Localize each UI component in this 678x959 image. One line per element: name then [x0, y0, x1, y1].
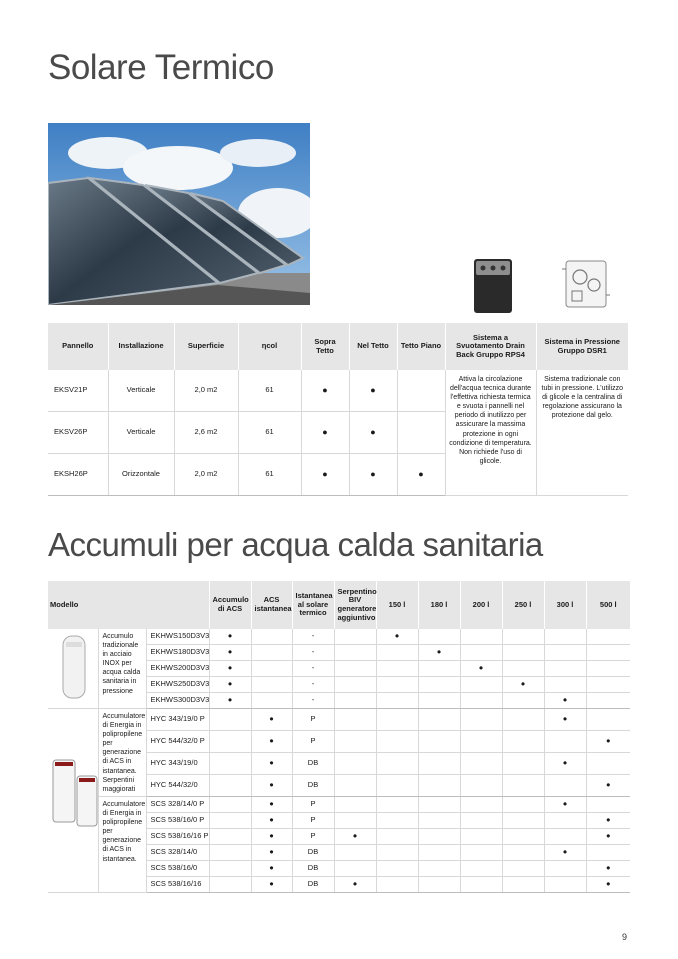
- cell-volume: [418, 813, 460, 829]
- col-eta: ηcol: [238, 323, 301, 370]
- inox-tank-image: [48, 629, 98, 709]
- cell-volume: [460, 797, 502, 813]
- cell-pannello: EKSV21P: [48, 370, 108, 412]
- cell-volume: [544, 813, 586, 829]
- cell-accumulo: ●: [209, 629, 251, 645]
- cell-serpentino: [334, 797, 376, 813]
- cell-volume: [376, 829, 418, 845]
- cell-acs: ●: [251, 845, 292, 861]
- cell-eta: 61: [238, 412, 301, 454]
- cell-istantanea: -: [292, 645, 334, 661]
- page-title-solar: Solare Termico: [48, 48, 274, 87]
- cell-volume: [418, 845, 460, 861]
- cell-istantanea: DB: [292, 861, 334, 877]
- col-150: 150 l: [376, 581, 418, 629]
- cell-volume: [544, 861, 586, 877]
- cell-installazione: Verticale: [108, 412, 174, 454]
- col-drainback: Sistema a Svuotamento Drain Back Gruppo RPS4: [445, 323, 536, 370]
- col-pannello: Pannello: [48, 323, 108, 370]
- cell-volume: [502, 629, 544, 645]
- cell-serpentino: [334, 661, 376, 677]
- cell-volume: [460, 677, 502, 693]
- cell-acs: ●: [251, 813, 292, 829]
- cell-volume: [502, 775, 544, 797]
- cell-volume: [376, 661, 418, 677]
- cell-pannello: EKSH26P: [48, 454, 108, 496]
- cell-volume: [460, 693, 502, 709]
- cell-accumulo: [209, 813, 251, 829]
- cell-serpentino: [334, 709, 376, 731]
- pressure-description: Sistema tradizionale con tubi in pressione. L'utilizzo di glicole e la centralina di regolazione assicurano la protezione dal gelo.: [536, 370, 628, 496]
- col-500: 500 l: [586, 581, 630, 629]
- solar-panels-table: [48, 323, 628, 496]
- cell-acs: ●: [251, 797, 292, 813]
- cell-volume: [544, 645, 586, 661]
- cell-volume: [376, 645, 418, 661]
- cell-istantanea: P: [292, 709, 334, 731]
- cell-acs: [251, 645, 292, 661]
- col-modello: Modello: [48, 581, 209, 629]
- cell-model-code: EKHWS250D3V3: [146, 677, 209, 693]
- cell-sopra: ●: [301, 454, 349, 496]
- cell-istantanea: P: [292, 731, 334, 753]
- cell-volume: [586, 645, 630, 661]
- cell-volume: [586, 629, 630, 645]
- cell-volume: [544, 661, 586, 677]
- col-nel-tetto: Nel Tetto: [349, 323, 397, 370]
- cell-volume: [376, 677, 418, 693]
- cell-volume: [586, 753, 630, 775]
- cell-volume: [418, 775, 460, 797]
- cell-acs: ●: [251, 829, 292, 845]
- cell-acs: ●: [251, 861, 292, 877]
- solar-table-header: [48, 323, 628, 370]
- cell-serpentino: [334, 629, 376, 645]
- tanks-table-header: [48, 581, 630, 629]
- cell-accumulo: [209, 861, 251, 877]
- cell-piano: [397, 370, 445, 412]
- cell-serpentino: [334, 677, 376, 693]
- cell-acs: ●: [251, 775, 292, 797]
- cell-serpentino: [334, 775, 376, 797]
- cell-volume: [460, 753, 502, 775]
- cell-acs: ●: [251, 709, 292, 731]
- cell-acs: [251, 629, 292, 645]
- cell-volume: [502, 645, 544, 661]
- cell-superficie: 2,6 m2: [174, 412, 238, 454]
- cell-model-code: EKHWS200D3V3: [146, 661, 209, 677]
- cell-istantanea: DB: [292, 753, 334, 775]
- cell-pannello: EKSV26P: [48, 412, 108, 454]
- col-sopra-tetto: Sopra Tetto: [301, 323, 349, 370]
- cell-istantanea: DB: [292, 775, 334, 797]
- col-accumulo: Accumulo di ACS: [209, 581, 251, 629]
- cell-sopra: ●: [301, 370, 349, 412]
- cell-volume: [544, 677, 586, 693]
- cell-accumulo: [209, 797, 251, 813]
- group-description: Accumulo tradizionale in acciaio INOX per acqua calda sanitaria in pressione: [98, 629, 146, 709]
- cell-volume: [460, 829, 502, 845]
- cell-volume: [418, 709, 460, 731]
- cell-accumulo: ●: [209, 677, 251, 693]
- cell-volume: [460, 813, 502, 829]
- cell-volume: [460, 775, 502, 797]
- cell-serpentino: [334, 861, 376, 877]
- cell-acs: ●: [251, 731, 292, 753]
- cell-volume: [376, 775, 418, 797]
- cell-istantanea: -: [292, 629, 334, 645]
- cell-acs: [251, 677, 292, 693]
- table-row: [48, 709, 630, 731]
- cell-istantanea: P: [292, 829, 334, 845]
- cell-eta: 61: [238, 454, 301, 496]
- cell-volume: [460, 709, 502, 731]
- cell-volume: ●: [502, 677, 544, 693]
- cell-accumulo: [209, 731, 251, 753]
- cell-volume: [460, 629, 502, 645]
- cell-accumulo: [209, 877, 251, 893]
- page-title-accumuli: Accumuli per acqua calda sanitaria: [48, 526, 543, 563]
- cell-nel: ●: [349, 370, 397, 412]
- col-istantanea: Istantanea al solare termico: [292, 581, 334, 629]
- cell-superficie: 2,0 m2: [174, 454, 238, 496]
- page-number: 9: [622, 932, 628, 942]
- cell-serpentino: [334, 731, 376, 753]
- cell-volume: [418, 877, 460, 893]
- cell-volume: [460, 877, 502, 893]
- cell-istantanea: -: [292, 677, 334, 693]
- cell-model-code: SCS 538/16/16: [146, 877, 209, 893]
- cell-accumulo: [209, 845, 251, 861]
- col-tetto-piano: Tetto Piano: [397, 323, 445, 370]
- cell-installazione: Orizzontale: [108, 454, 174, 496]
- cell-istantanea: DB: [292, 877, 334, 893]
- cell-serpentino: [334, 845, 376, 861]
- cell-serpentino: [334, 693, 376, 709]
- cell-volume: [502, 861, 544, 877]
- cell-sopra: ●: [301, 412, 349, 454]
- cell-model-code: SCS 328/14/0 P: [146, 797, 209, 813]
- cell-volume: [502, 693, 544, 709]
- cell-accumulo: [209, 753, 251, 775]
- cell-model-code: HYC 343/19/0: [146, 753, 209, 775]
- cell-istantanea: -: [292, 661, 334, 677]
- cell-volume: [544, 829, 586, 845]
- cell-volume: ●: [418, 645, 460, 661]
- cell-installazione: Verticale: [108, 370, 174, 412]
- cell-acs: [251, 693, 292, 709]
- cell-acs: ●: [251, 753, 292, 775]
- tanks-table: [48, 581, 630, 893]
- cell-volume: [418, 731, 460, 753]
- drainback-description: Attiva la circolazione dell'acqua tecnica durante l'effettiva richiesta termica e svuota i pannelli nel periodo di inutilizzo per assicurare la massima protezione in ogni condizione di temperatura. Non richiede l'uso di glicole.: [445, 370, 536, 496]
- col-250: 250 l: [502, 581, 544, 629]
- cell-volume: [586, 797, 630, 813]
- cell-volume: [376, 813, 418, 829]
- cell-model-code: SCS 538/16/0 P: [146, 813, 209, 829]
- cell-volume: ●: [586, 775, 630, 797]
- cell-volume: [586, 845, 630, 861]
- group-description: Accumulatore di Energia in polipropilene per generazione di ACS in istantanea. Serpentini maggiorati: [98, 709, 146, 797]
- cell-piano: [397, 412, 445, 454]
- cell-volume: [418, 829, 460, 845]
- col-superficie: Superficie: [174, 323, 238, 370]
- table-row: [48, 797, 630, 813]
- cell-serpentino: [334, 753, 376, 775]
- cell-volume: [502, 797, 544, 813]
- cell-model-code: EKHWS180D3V3: [146, 645, 209, 661]
- cell-volume: [502, 845, 544, 861]
- solar-panels-photo: [48, 123, 310, 305]
- cell-volume: ●: [544, 709, 586, 731]
- cell-acs: [251, 661, 292, 677]
- col-acs: ACS istantanea: [251, 581, 292, 629]
- cell-accumulo: [209, 829, 251, 845]
- cell-volume: ●: [544, 845, 586, 861]
- cell-volume: [418, 677, 460, 693]
- cell-accumulo: [209, 775, 251, 797]
- cell-volume: [376, 693, 418, 709]
- cell-volume: ●: [586, 877, 630, 893]
- cell-volume: [460, 645, 502, 661]
- table-row: [48, 629, 630, 645]
- cell-istantanea: DB: [292, 845, 334, 861]
- cell-acs: ●: [251, 877, 292, 893]
- cell-model-code: HYC 544/32/0 P: [146, 731, 209, 753]
- cell-volume: [544, 775, 586, 797]
- cell-volume: [418, 693, 460, 709]
- cell-volume: [502, 753, 544, 775]
- cell-volume: ●: [460, 661, 502, 677]
- cell-volume: [502, 813, 544, 829]
- cell-volume: [502, 731, 544, 753]
- cell-volume: [586, 677, 630, 693]
- cell-volume: ●: [586, 861, 630, 877]
- cell-volume: ●: [586, 731, 630, 753]
- cell-model-code: HYC 544/32/0: [146, 775, 209, 797]
- cell-model-code: SCS 538/16/16 P: [146, 829, 209, 845]
- col-pressione: Sistema in Pressione Gruppo DSR1: [536, 323, 628, 370]
- cell-volume: [418, 861, 460, 877]
- cell-volume: [586, 661, 630, 677]
- table-row: [48, 370, 628, 412]
- cell-accumulo: [209, 709, 251, 731]
- cell-volume: ●: [544, 693, 586, 709]
- cell-volume: [376, 877, 418, 893]
- cell-piano: ●: [397, 454, 445, 496]
- cell-volume: [502, 709, 544, 731]
- drainback-unit-image: [468, 255, 516, 315]
- cell-volume: [376, 797, 418, 813]
- cell-volume: [502, 877, 544, 893]
- cell-volume: [418, 753, 460, 775]
- cell-volume: [502, 829, 544, 845]
- col-300: 300 l: [544, 581, 586, 629]
- cell-model-code: EKHWS300D3V3: [146, 693, 209, 709]
- col-180: 180 l: [418, 581, 460, 629]
- cell-accumulo: ●: [209, 661, 251, 677]
- cell-volume: [460, 731, 502, 753]
- cell-volume: [418, 629, 460, 645]
- cell-volume: ●: [544, 753, 586, 775]
- cell-istantanea: -: [292, 693, 334, 709]
- cell-volume: [544, 629, 586, 645]
- col-200: 200 l: [460, 581, 502, 629]
- cell-volume: [418, 661, 460, 677]
- group-description: Accumulatore di Energia in polipropilene per generazione di ACS in istantanea.: [98, 797, 146, 893]
- pressure-group-image: [558, 255, 614, 315]
- col-serpentino: Serpentino BIV generatore aggiuntivo: [334, 581, 376, 629]
- cell-superficie: 2,0 m2: [174, 370, 238, 412]
- cell-accumulo: ●: [209, 693, 251, 709]
- cell-model-code: SCS 328/14/0: [146, 845, 209, 861]
- polypropylene-tanks-image: [48, 709, 98, 893]
- cell-volume: [460, 861, 502, 877]
- col-installazione: Installazione: [108, 323, 174, 370]
- cell-volume: [586, 693, 630, 709]
- cell-volume: [376, 753, 418, 775]
- cell-volume: [502, 661, 544, 677]
- cell-serpentino: ●: [334, 877, 376, 893]
- cell-serpentino: [334, 645, 376, 661]
- cell-model-code: SCS 538/16/0: [146, 861, 209, 877]
- cell-model-code: EKHWS150D3V3: [146, 629, 209, 645]
- cell-eta: 61: [238, 370, 301, 412]
- cell-volume: [586, 709, 630, 731]
- cell-serpentino: ●: [334, 829, 376, 845]
- cell-volume: [544, 731, 586, 753]
- cell-volume: [376, 845, 418, 861]
- cell-nel: ●: [349, 412, 397, 454]
- cell-volume: [460, 845, 502, 861]
- cell-model-code: HYC 343/19/0 P: [146, 709, 209, 731]
- cell-volume: ●: [586, 813, 630, 829]
- cell-volume: [376, 709, 418, 731]
- cell-volume: [544, 877, 586, 893]
- cell-accumulo: ●: [209, 645, 251, 661]
- cell-nel: ●: [349, 454, 397, 496]
- cell-istantanea: P: [292, 813, 334, 829]
- cell-volume: [376, 861, 418, 877]
- cell-volume: ●: [376, 629, 418, 645]
- cell-serpentino: [334, 813, 376, 829]
- cell-volume: ●: [544, 797, 586, 813]
- cell-volume: [418, 797, 460, 813]
- cell-volume: [376, 731, 418, 753]
- cell-volume: ●: [586, 829, 630, 845]
- cell-istantanea: P: [292, 797, 334, 813]
